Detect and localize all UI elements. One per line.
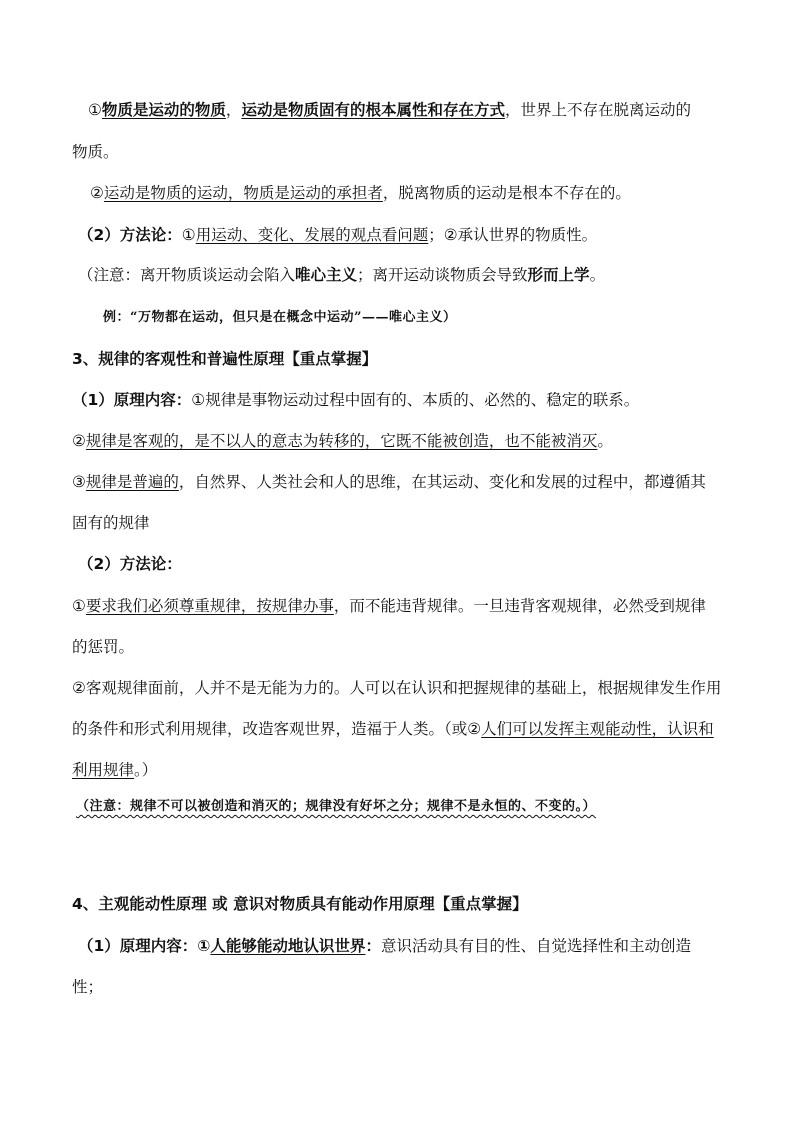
text-run: 。 — [589, 266, 606, 284]
section-label: （1）原理内容： — [72, 391, 192, 409]
circled-number: ② — [72, 432, 86, 450]
text-run: 性； — [72, 978, 104, 996]
text-run: （注意：规律不可以被创造和消灭的；规律没有好坏之分；规律不是永恒的、不变的。） — [76, 799, 597, 814]
text-run: ；②承认世界的物质性。 — [428, 226, 598, 244]
circled-number: ③ — [72, 473, 86, 491]
key-term: 形而上学 — [527, 266, 590, 284]
section-heading — [72, 349, 377, 369]
section-label: （2）方法论： — [78, 226, 182, 244]
text-run: 意识活动具有目的性、自觉选择性和主动创造 — [380, 937, 691, 955]
key-term: 唯心主义 — [295, 266, 358, 284]
paragraph-line — [72, 678, 721, 698]
text-run: ，自然界、人类社会和人的思维，在其运动、变化和发展的过程中，都遵循其 — [178, 473, 706, 491]
text-run: 的惩罚。 — [72, 638, 135, 656]
circled-number: ① — [88, 101, 102, 119]
paragraph-line — [72, 472, 706, 492]
circled-number: ① — [181, 226, 196, 244]
section-label: （1）原理内容：① — [78, 937, 211, 955]
paragraph-line — [90, 183, 631, 203]
key-phrase: 用运动、变化、发展的观点看问题 — [195, 226, 429, 244]
paragraph-line — [78, 936, 691, 956]
text-run: （注意：离开物质谈运动会陷入 — [78, 266, 296, 284]
text-run: 固有的规律 — [72, 514, 150, 532]
section-heading — [72, 894, 528, 914]
text-run: ；离开运动谈物质会导致 — [357, 266, 528, 284]
paragraph-line — [78, 265, 605, 285]
heading-text: 3、规律的客观性和普遍性原理【重点掌握】 — [72, 350, 378, 368]
key-phrase: 运动是物质的运动，物质是运动的承担者 — [103, 184, 383, 202]
paragraph-line — [72, 977, 103, 997]
key-phrase: 人们可以发挥主观能动性，认识和 — [481, 720, 714, 738]
paragraph-line — [88, 100, 691, 120]
label-text: （2）方法论： — [78, 555, 182, 573]
text-run: 的条件和形式利用规律，改造客观世界，造福于人类。（或② — [72, 720, 482, 738]
text-run: 物质。 — [72, 143, 119, 161]
section-label — [78, 554, 182, 574]
paragraph-line — [72, 142, 119, 162]
paragraph-line — [72, 513, 150, 533]
key-phrase: 利用规律 — [72, 761, 135, 779]
text-run: ②客观规律面前，人并不是无能为力的。人可以在认识和把握规律的基础上，根据规律发生作用 — [72, 679, 722, 697]
paragraph-line — [72, 431, 613, 451]
circled-number: ① — [72, 597, 86, 615]
key-phrase: 规律是客观的，是不以人的意志为转移的，它既不能被创造，也不能被消灭 — [85, 432, 598, 450]
paragraph-line — [72, 760, 157, 780]
key-phrase: 运动是物质固有的根本属性和存在方式 — [241, 101, 505, 119]
text-run: ，而不能违背规律。一旦违背客观规律，必然受到规律 — [333, 597, 706, 615]
text-run: ，世界上不存在脱离运动的 — [504, 101, 691, 119]
key-phrase: 规律是普遍的 — [85, 473, 179, 491]
paragraph-line — [72, 390, 639, 410]
key-phrase: 人能够能动地认识世界 — [210, 937, 366, 955]
text-run: 。） — [134, 761, 158, 779]
example-note — [103, 308, 456, 328]
circled-number: ② — [90, 184, 104, 202]
paragraph-line — [72, 637, 134, 657]
paragraph-line — [78, 225, 597, 245]
heading-text: 4、主观能动性原理 或 意识对物质具有能动作用原理【重点掌握】 — [72, 895, 528, 913]
text-run: ，脱离物质的运动是根本不存在的。 — [382, 184, 631, 202]
key-phrase: 要求我们必须尊重规律，按规律办事 — [85, 597, 334, 615]
paragraph-line — [72, 719, 714, 739]
key-phrase: 物质是运动的物质 — [101, 101, 226, 119]
paragraph-line — [72, 596, 706, 616]
text-run: ①规律是事物运动过程中固有的、本质的、必然的、稳定的联系。 — [191, 391, 640, 409]
caution-note — [76, 797, 596, 817]
text-run: ， — [225, 101, 242, 119]
text-run: 。 — [597, 432, 613, 450]
text-run: ： — [365, 937, 381, 955]
text-run: 例：“万物都在运动，但只是在概念中运动”——唯心主义） — [103, 310, 457, 325]
